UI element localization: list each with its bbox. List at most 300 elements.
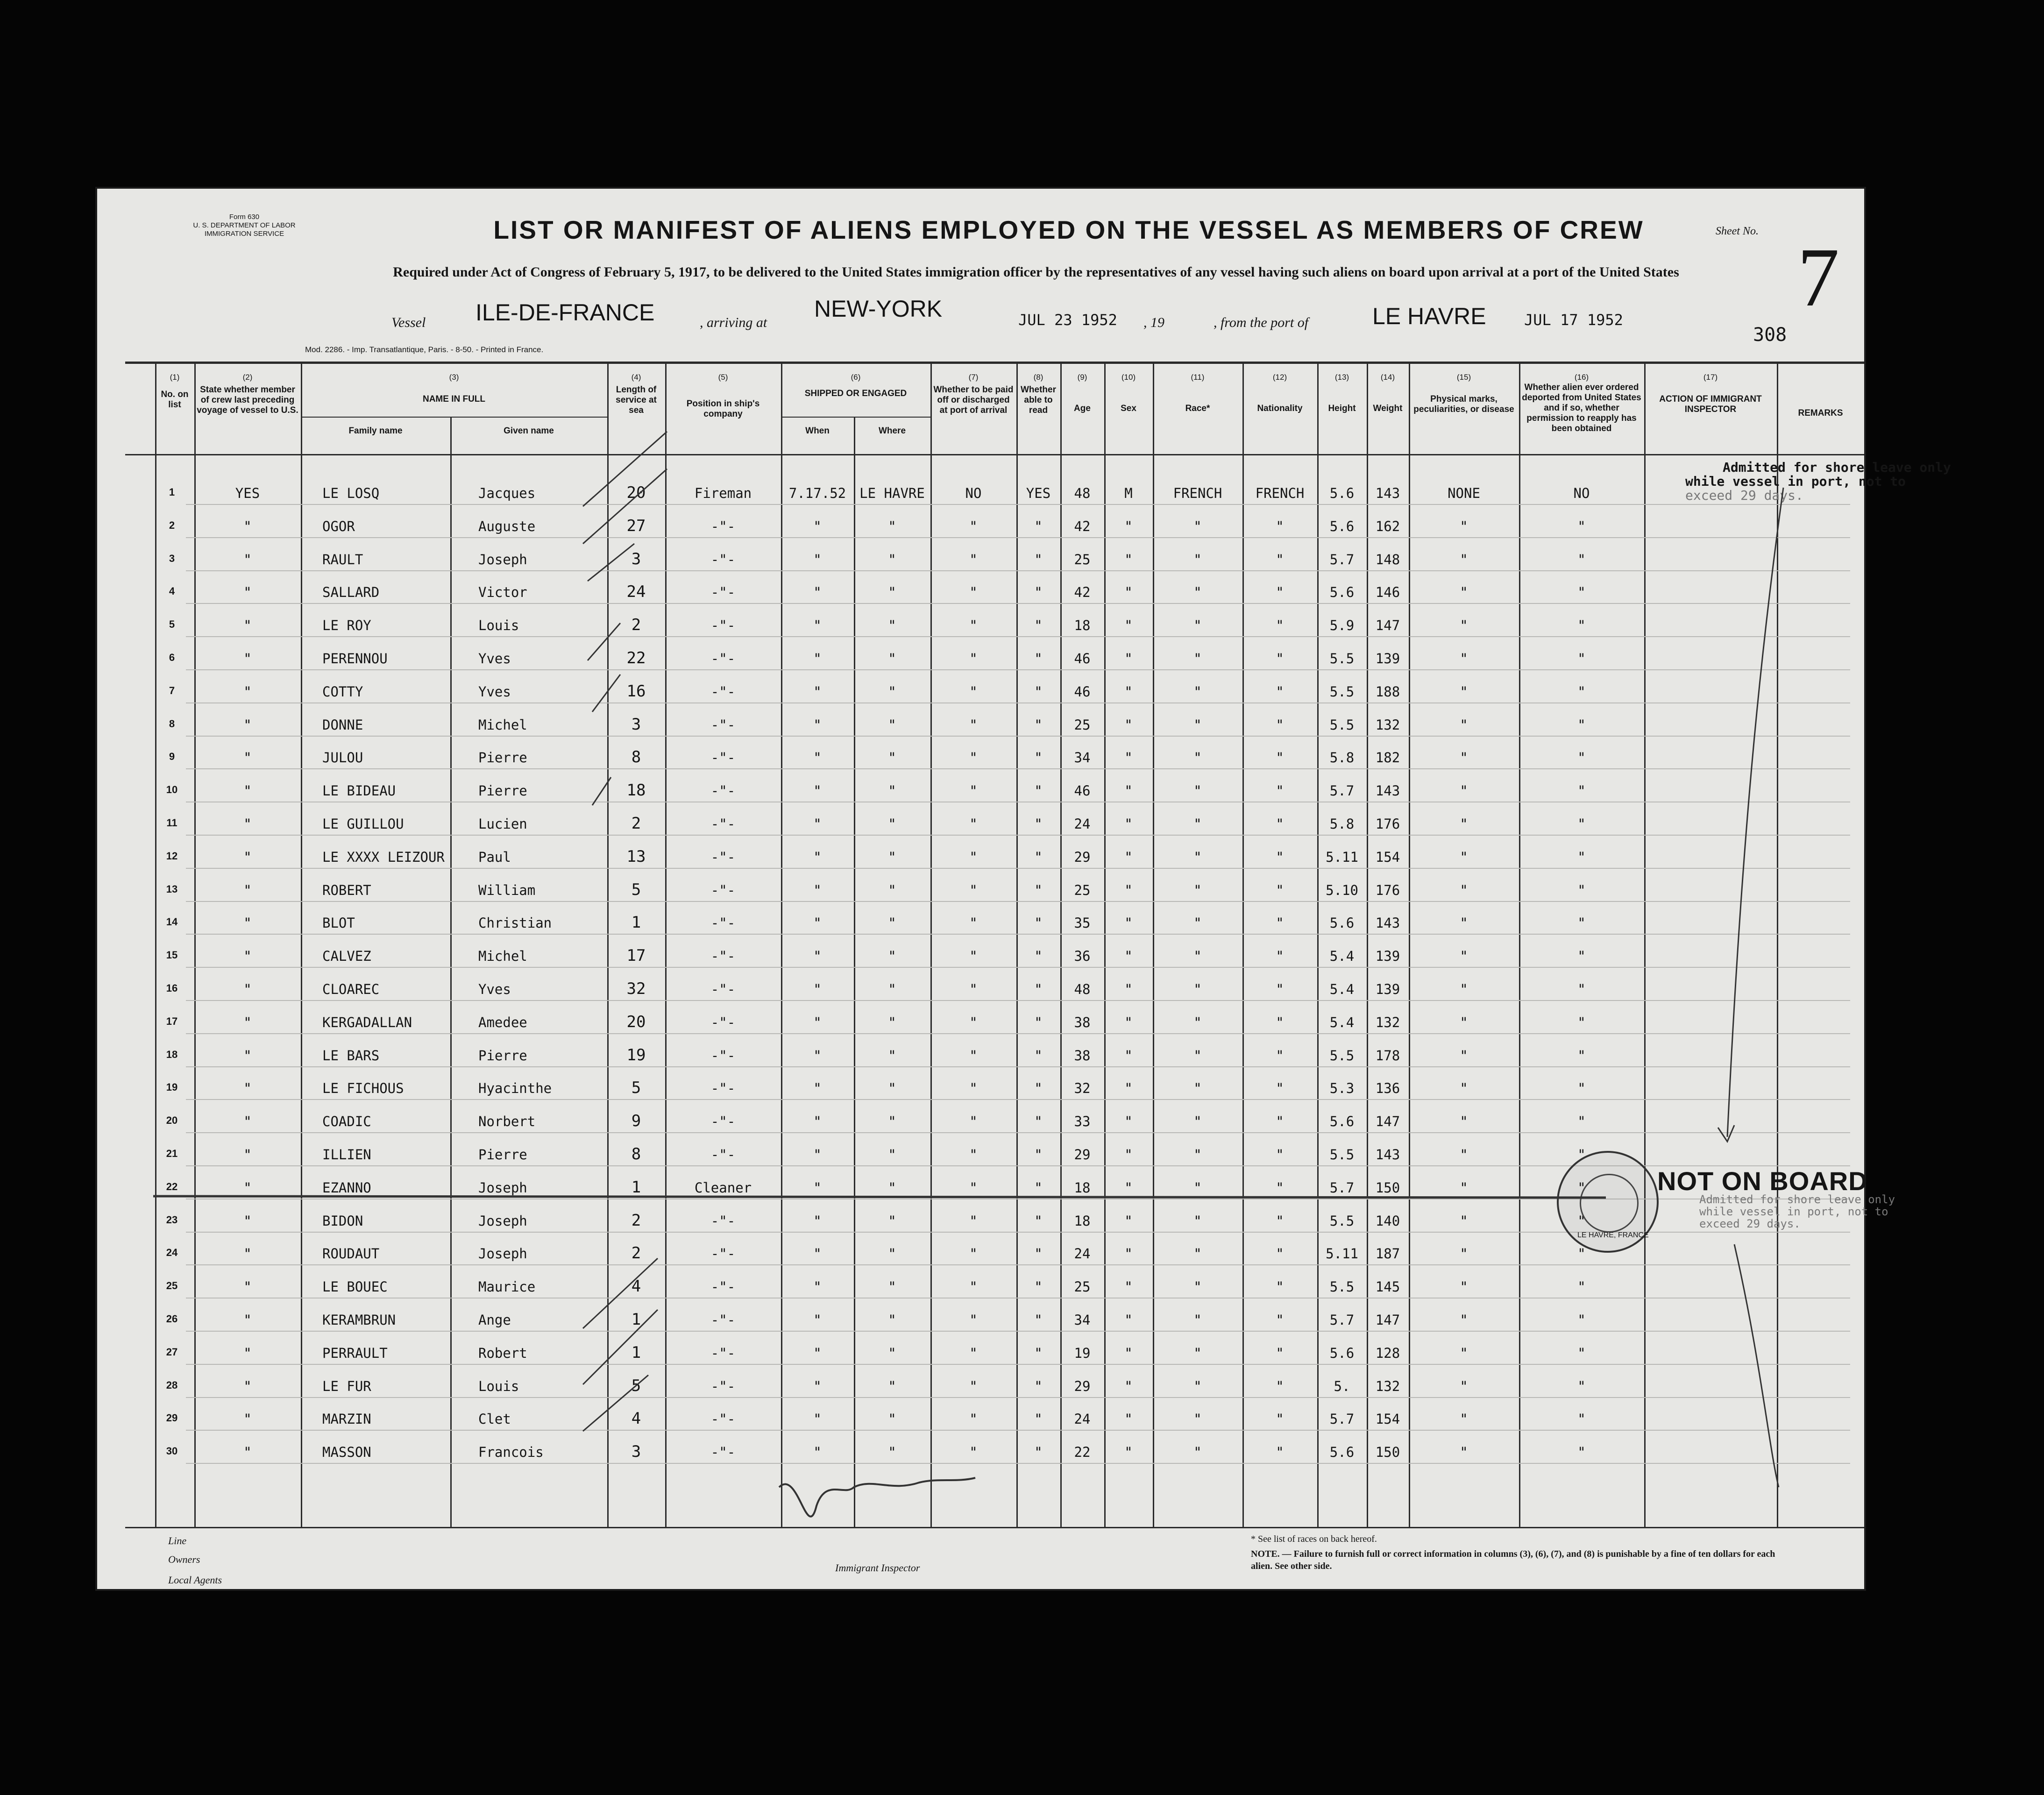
cell-when: " bbox=[813, 1279, 822, 1295]
cell-position: -"- bbox=[710, 915, 736, 931]
cell-marks: " bbox=[1460, 683, 1468, 700]
cell-weight: 176 bbox=[1375, 882, 1400, 898]
cell-marks: " bbox=[1460, 981, 1468, 997]
cell-deported: " bbox=[1577, 948, 1586, 965]
cell-age: 25 bbox=[1074, 717, 1091, 733]
cell-where: " bbox=[888, 584, 896, 601]
row-number: 5 bbox=[169, 618, 175, 631]
cell-read: " bbox=[1034, 1179, 1043, 1196]
cell-deported: " bbox=[1577, 1114, 1586, 1130]
row-number: 29 bbox=[166, 1412, 178, 1424]
cell-weight: 154 bbox=[1375, 1411, 1400, 1427]
cell-read: " bbox=[1034, 518, 1043, 534]
cell-height: 5.7 bbox=[1329, 1179, 1355, 1196]
cell-paid: " bbox=[969, 683, 978, 700]
cell-given: Maurice bbox=[478, 1279, 536, 1295]
row-number: 20 bbox=[166, 1114, 178, 1127]
cell-where: " bbox=[888, 1147, 896, 1163]
cell-given: William bbox=[478, 882, 536, 898]
cell-when: " bbox=[813, 981, 822, 997]
races-note: * See list of races on back hereof. bbox=[1251, 1534, 1377, 1544]
tick-mark bbox=[592, 674, 620, 712]
cell-when: " bbox=[813, 1080, 822, 1097]
cell-paid: " bbox=[969, 617, 978, 634]
cell-deported: NO bbox=[1573, 485, 1590, 501]
remarks-arrow bbox=[1734, 1244, 1779, 1487]
column-header: ACTION OF IMMIGRANT INSPECTOR bbox=[1659, 394, 1762, 414]
cell-race: " bbox=[1193, 584, 1202, 601]
cell-where: " bbox=[888, 683, 896, 700]
cell-weight: 139 bbox=[1375, 651, 1400, 667]
cell-race: " bbox=[1193, 1411, 1202, 1427]
cell-age: 38 bbox=[1074, 1047, 1091, 1064]
cell-read: " bbox=[1034, 651, 1043, 667]
cell-when: " bbox=[813, 1378, 822, 1394]
cell-deported: " bbox=[1577, 1312, 1586, 1328]
cell-paid: " bbox=[969, 1246, 978, 1262]
cell-read: " bbox=[1034, 783, 1043, 799]
cell-paid: " bbox=[969, 915, 978, 931]
cell-sex: " bbox=[1124, 1444, 1133, 1461]
stamp-number: 308 bbox=[1753, 324, 1787, 346]
inspector-signature bbox=[779, 1478, 975, 1517]
cell-position: -"- bbox=[710, 651, 736, 667]
cell-race: FRENCH bbox=[1173, 485, 1222, 501]
cell-prev: " bbox=[243, 1213, 252, 1229]
cell-age: 25 bbox=[1074, 551, 1091, 568]
cell-service: 24 bbox=[626, 582, 646, 602]
cell-read: " bbox=[1034, 1378, 1043, 1394]
row-number: 21 bbox=[166, 1148, 178, 1159]
inspector-label: Immigrant Inspector bbox=[835, 1562, 920, 1574]
row-number: 22 bbox=[166, 1180, 178, 1192]
cell-read: " bbox=[1034, 849, 1043, 865]
cell-sex: " bbox=[1124, 1147, 1133, 1163]
cell-where: " bbox=[888, 1080, 896, 1097]
cell-service: 5 bbox=[631, 1078, 641, 1098]
cell-sex: " bbox=[1124, 981, 1133, 997]
cell-nat: " bbox=[1276, 617, 1284, 634]
cell-age: 34 bbox=[1074, 750, 1091, 766]
cell-position: -"- bbox=[710, 518, 736, 534]
cell-position: -"- bbox=[710, 1014, 736, 1030]
cell-given: Yves bbox=[478, 651, 511, 667]
cell-nat: " bbox=[1276, 750, 1284, 766]
cell-sex: " bbox=[1124, 1080, 1133, 1097]
cell-nat: FRENCH bbox=[1255, 485, 1305, 501]
row-number: 6 bbox=[169, 652, 175, 663]
cell-given: Pierre bbox=[478, 1147, 527, 1163]
cell-given: Louis bbox=[478, 617, 519, 634]
cell-marks: " bbox=[1460, 1213, 1468, 1229]
cell-marks: " bbox=[1460, 651, 1468, 667]
cell-position: -"- bbox=[710, 1279, 736, 1295]
cell-prev: " bbox=[243, 915, 252, 931]
row-number: 27 bbox=[166, 1346, 178, 1358]
cell-given: Michel bbox=[478, 948, 527, 965]
cell-prev: " bbox=[243, 1378, 252, 1394]
cell-sex: " bbox=[1124, 1179, 1133, 1196]
cell-where: " bbox=[888, 1246, 896, 1262]
cell-nat: " bbox=[1276, 651, 1284, 667]
cell-position: -"- bbox=[710, 816, 736, 832]
cell-paid: " bbox=[969, 1213, 978, 1229]
cell-read: " bbox=[1034, 717, 1043, 733]
vessel-label: Vessel bbox=[391, 315, 426, 330]
cell-position: -"- bbox=[710, 1246, 736, 1262]
fine-note: NOTE. — Failure to furnish full or correct information in columns (3), (6), (7), and (8) is punishable by a fine of ten dollars for each alien. See other side. bbox=[1251, 1549, 1775, 1571]
cell-family: JULOU bbox=[322, 750, 363, 766]
cell-family: LE XXXX LEIZOUR bbox=[322, 849, 445, 865]
cell-given: Auguste bbox=[478, 518, 536, 534]
cell-prev: " bbox=[243, 1047, 252, 1064]
cell-service: 32 bbox=[626, 979, 646, 998]
from-label: , from the port of bbox=[1214, 315, 1309, 330]
cell-age: 29 bbox=[1074, 1378, 1091, 1394]
cell-read: " bbox=[1034, 1047, 1043, 1064]
cell-family: OGOR bbox=[322, 518, 355, 534]
arrival-date: JUL 23 1952 bbox=[1018, 311, 1117, 329]
cell-sex: " bbox=[1124, 518, 1133, 534]
cell-position: -"- bbox=[710, 948, 736, 965]
cell-race: " bbox=[1193, 1378, 1202, 1394]
cell-height: 5.5 bbox=[1329, 1147, 1355, 1163]
cell-position: -"- bbox=[710, 882, 736, 898]
column-header: Whether able to read bbox=[1021, 385, 1056, 415]
cell-age: 48 bbox=[1074, 485, 1091, 501]
cell-service: 1 bbox=[631, 1310, 641, 1329]
cell-when: " bbox=[813, 584, 822, 601]
cell-deported: " bbox=[1577, 1147, 1586, 1163]
cell-where: " bbox=[888, 849, 896, 865]
row-number: 17 bbox=[166, 1015, 178, 1027]
cell-service: 8 bbox=[631, 748, 641, 767]
remarks-line-2: while vessel in port, not to bbox=[1685, 474, 1906, 489]
cell-race: " bbox=[1193, 1312, 1202, 1328]
cell-deported: " bbox=[1577, 584, 1586, 601]
cell-where: " bbox=[888, 617, 896, 634]
cell-weight: 143 bbox=[1375, 485, 1400, 501]
cell-read: " bbox=[1034, 750, 1043, 766]
cell-when: " bbox=[813, 1411, 822, 1427]
cell-height: 5.5 bbox=[1329, 717, 1355, 733]
cell-sex: " bbox=[1124, 1213, 1133, 1229]
when-header: When bbox=[805, 426, 830, 436]
cell-marks: " bbox=[1460, 1345, 1468, 1361]
cell-read: " bbox=[1034, 1312, 1043, 1328]
cell-read: " bbox=[1034, 551, 1043, 568]
cell-sex: M bbox=[1124, 485, 1133, 501]
cell-read: " bbox=[1034, 1279, 1043, 1295]
cell-nat: " bbox=[1276, 882, 1284, 898]
cell-where: " bbox=[888, 1114, 896, 1130]
cell-nat: " bbox=[1276, 1246, 1284, 1262]
row-number: 19 bbox=[166, 1081, 178, 1093]
shipped-subheader-rule bbox=[781, 417, 930, 418]
cell-service: 27 bbox=[626, 516, 646, 535]
row-number: 16 bbox=[166, 982, 178, 994]
cell-weight: 188 bbox=[1375, 683, 1400, 700]
cell-height: 5.5 bbox=[1329, 683, 1355, 700]
cell-nat: " bbox=[1276, 981, 1284, 997]
cell-nat: " bbox=[1276, 816, 1284, 832]
cell-marks: NONE bbox=[1448, 485, 1480, 501]
footer-owners-label: Owners bbox=[168, 1554, 200, 1565]
cell-height: 5.3 bbox=[1329, 1080, 1355, 1097]
cell-weight: 132 bbox=[1375, 1014, 1400, 1030]
cell-where: " bbox=[888, 981, 896, 997]
cell-age: 46 bbox=[1074, 651, 1091, 667]
cell-height: 5.5 bbox=[1329, 1279, 1355, 1295]
cell-race: " bbox=[1193, 1147, 1202, 1163]
sheet-number: 7 bbox=[1797, 231, 1839, 324]
cell-position: -"- bbox=[710, 717, 736, 733]
cell-family: DONNE bbox=[322, 717, 363, 733]
cell-prev: " bbox=[243, 1014, 252, 1030]
cell-when: " bbox=[813, 717, 822, 733]
cell-prev: " bbox=[243, 1246, 252, 1262]
cell-weight: 146 bbox=[1375, 584, 1400, 601]
cell-sex: " bbox=[1124, 717, 1133, 733]
cell-marks: " bbox=[1460, 750, 1468, 766]
from-port: LE HAVRE bbox=[1372, 303, 1486, 329]
cell-paid: " bbox=[969, 1147, 978, 1163]
cell-when: " bbox=[813, 1246, 822, 1262]
cell-when: " bbox=[813, 1444, 822, 1461]
cell-marks: " bbox=[1460, 1312, 1468, 1328]
row-number: 7 bbox=[169, 684, 175, 696]
column-header: Position in ship's company bbox=[686, 399, 760, 419]
not-on-board-stamp: NOT ON BOARD bbox=[1657, 1166, 1868, 1196]
column-number: (1) bbox=[170, 373, 180, 382]
cell-sex: " bbox=[1124, 948, 1133, 965]
cell-sex: " bbox=[1124, 1246, 1133, 1262]
cell-where: LE HAVRE bbox=[859, 485, 925, 501]
cell-prev: " bbox=[243, 1444, 252, 1461]
footer-agents-label: Local Agents bbox=[168, 1574, 222, 1586]
cell-nat: " bbox=[1276, 1444, 1284, 1461]
cell-sex: " bbox=[1124, 683, 1133, 700]
column-header: Age bbox=[1074, 404, 1091, 413]
cell-sex: " bbox=[1124, 750, 1133, 766]
cell-prev: " bbox=[243, 1411, 252, 1427]
remarks-row22-line-1: Admitted for shore leave only bbox=[1699, 1193, 1895, 1206]
row-number: 12 bbox=[166, 850, 178, 862]
cell-race: " bbox=[1193, 915, 1202, 931]
row-number: 14 bbox=[166, 916, 178, 928]
column-number: (4) bbox=[631, 373, 641, 382]
remarks-arrow bbox=[1718, 488, 1783, 1142]
column-number: (15) bbox=[1456, 373, 1471, 382]
cell-paid: " bbox=[969, 1411, 978, 1427]
cell-weight: 176 bbox=[1375, 816, 1400, 832]
cell-where: " bbox=[888, 717, 896, 733]
cell-given: Robert bbox=[478, 1345, 527, 1361]
cell-nat: " bbox=[1276, 1345, 1284, 1361]
cell-weight: 132 bbox=[1375, 1378, 1400, 1394]
cell-height: 5.7 bbox=[1329, 551, 1355, 568]
column-header: Sex bbox=[1121, 404, 1136, 413]
print-line: Mod. 2286. - Imp. Transatlantique, Paris. - 8-50. - Printed in France. bbox=[305, 345, 544, 354]
cell-deported: " bbox=[1577, 1080, 1586, 1097]
cell-paid: " bbox=[969, 783, 978, 799]
tick-mark bbox=[583, 1375, 648, 1431]
cell-deported: " bbox=[1577, 1047, 1586, 1064]
cell-weight: 162 bbox=[1375, 518, 1400, 534]
cell-given: Hyacinthe bbox=[478, 1080, 552, 1097]
cell-paid: " bbox=[969, 1444, 978, 1461]
cell-age: 18 bbox=[1074, 1179, 1091, 1196]
cell-where: " bbox=[888, 1312, 896, 1328]
cell-race: " bbox=[1193, 849, 1202, 865]
cell-given: Joseph bbox=[478, 1246, 527, 1262]
column-header: Physical marks, peculiarities, or disease bbox=[1413, 394, 1514, 414]
cell-where: " bbox=[888, 518, 896, 534]
cell-prev: " bbox=[243, 518, 252, 534]
row-number: 2 bbox=[169, 519, 175, 531]
cell-given: Victor bbox=[478, 584, 527, 601]
cell-weight: 136 bbox=[1375, 1080, 1400, 1097]
name-subheader-rule bbox=[301, 417, 607, 418]
cell-weight: 139 bbox=[1375, 948, 1400, 965]
cell-weight: 132 bbox=[1375, 717, 1400, 733]
cell-position: -"- bbox=[710, 783, 736, 799]
cell-deported: " bbox=[1577, 981, 1586, 997]
cell-nat: " bbox=[1276, 1014, 1284, 1030]
cell-family: LE BIDEAU bbox=[322, 783, 396, 799]
cell-when: " bbox=[813, 1312, 822, 1328]
row-number: 11 bbox=[166, 817, 177, 829]
cell-prev: YES bbox=[235, 485, 260, 501]
cell-nat: " bbox=[1276, 849, 1284, 865]
cell-when: " bbox=[813, 882, 822, 898]
remarks-row22-line-3: exceed 29 days. bbox=[1699, 1217, 1801, 1230]
cell-read: " bbox=[1034, 948, 1043, 965]
cell-age: 18 bbox=[1074, 617, 1091, 634]
cell-age: 24 bbox=[1074, 1411, 1091, 1427]
cell-age: 48 bbox=[1074, 981, 1091, 997]
cell-race: " bbox=[1193, 816, 1202, 832]
cell-marks: " bbox=[1460, 584, 1468, 601]
cell-service: 5 bbox=[631, 1376, 641, 1395]
column-number: (11) bbox=[1191, 373, 1205, 382]
cell-family: LE BOUEC bbox=[322, 1279, 388, 1295]
cell-family: LE LOSQ bbox=[322, 485, 380, 501]
cell-position: -"- bbox=[710, 1312, 736, 1328]
cell-marks: " bbox=[1460, 518, 1468, 534]
cell-deported: " bbox=[1577, 551, 1586, 568]
row-number: 3 bbox=[169, 552, 175, 564]
cell-race: " bbox=[1193, 1014, 1202, 1030]
cell-sex: " bbox=[1124, 584, 1133, 601]
vessel-name: ILE-DE-FRANCE bbox=[476, 299, 655, 326]
cell-nat: " bbox=[1276, 518, 1284, 534]
cell-sex: " bbox=[1124, 551, 1133, 568]
cell-age: 42 bbox=[1074, 518, 1091, 534]
cell-race: " bbox=[1193, 1114, 1202, 1130]
cell-marks: " bbox=[1460, 1147, 1468, 1163]
cell-position: -"- bbox=[710, 1444, 736, 1461]
cell-service: 3 bbox=[631, 1442, 641, 1462]
cell-age: 32 bbox=[1074, 1080, 1091, 1097]
cell-age: 46 bbox=[1074, 783, 1091, 799]
cell-family: ILLIEN bbox=[322, 1147, 371, 1163]
cell-height: 5.5 bbox=[1329, 1213, 1355, 1229]
cell-age: 46 bbox=[1074, 683, 1091, 700]
cell-race: " bbox=[1193, 882, 1202, 898]
sheet-label: Sheet No. bbox=[1716, 225, 1759, 237]
column-header: Race* bbox=[1185, 404, 1210, 413]
cell-deported: " bbox=[1577, 1246, 1586, 1262]
cell-height: 5.4 bbox=[1329, 1014, 1355, 1030]
cell-race: " bbox=[1193, 750, 1202, 766]
cell-prev: " bbox=[243, 783, 252, 799]
cell-family: CLOAREC bbox=[322, 981, 380, 997]
cell-height: 5.8 bbox=[1329, 750, 1355, 766]
cell-prev: " bbox=[243, 981, 252, 997]
cell-prev: " bbox=[243, 617, 252, 634]
cell-prev: " bbox=[243, 1345, 252, 1361]
cell-nat: " bbox=[1276, 1213, 1284, 1229]
cell-paid: " bbox=[969, 750, 978, 766]
cell-prev: " bbox=[243, 584, 252, 601]
manifest-sheet bbox=[97, 189, 1951, 1589]
remarks-row22-line-2: while vessel in port, not to bbox=[1699, 1205, 1888, 1218]
cell-height: 5.6 bbox=[1329, 915, 1355, 931]
cell-nat: " bbox=[1276, 1411, 1284, 1427]
cell-read: " bbox=[1034, 1147, 1043, 1163]
cell-read: " bbox=[1034, 683, 1043, 700]
row-number: 9 bbox=[169, 751, 175, 763]
cell-family: PERRAULT bbox=[322, 1345, 388, 1361]
cell-family: COADIC bbox=[322, 1114, 371, 1130]
cell-where: " bbox=[888, 1179, 896, 1196]
cell-nat: " bbox=[1276, 1047, 1284, 1064]
cell-paid: " bbox=[969, 1378, 978, 1394]
column-number: (8) bbox=[1033, 373, 1043, 382]
cell-where: " bbox=[888, 1444, 896, 1461]
column-header: REMARKS bbox=[1798, 408, 1843, 418]
cell-read: " bbox=[1034, 882, 1043, 898]
cell-given: Joseph bbox=[478, 1179, 527, 1196]
cell-when: " bbox=[813, 1213, 822, 1229]
tick-marks bbox=[97, 189, 1864, 1589]
cell-age: 34 bbox=[1074, 1312, 1091, 1328]
cell-when: " bbox=[813, 816, 822, 832]
cell-height: 5.5 bbox=[1329, 651, 1355, 667]
cell-when: " bbox=[813, 1014, 822, 1030]
cell-deported: " bbox=[1577, 1345, 1586, 1361]
cell-where: " bbox=[888, 1279, 896, 1295]
cell-sex: " bbox=[1124, 617, 1133, 634]
cell-age: 24 bbox=[1074, 816, 1091, 832]
cell-service: 1 bbox=[631, 1178, 641, 1197]
cell-when: " bbox=[813, 683, 822, 700]
cell-paid: " bbox=[969, 1114, 978, 1130]
cell-given: Joseph bbox=[478, 1213, 527, 1229]
cell-family: BIDON bbox=[322, 1213, 363, 1229]
row-number: 4 bbox=[169, 585, 175, 597]
cell-nat: " bbox=[1276, 1179, 1284, 1196]
cell-nat: " bbox=[1276, 1312, 1284, 1328]
cell-position: -"- bbox=[710, 551, 736, 568]
cell-service: 2 bbox=[631, 1211, 641, 1230]
cell-paid: " bbox=[969, 551, 978, 568]
cell-family: PERENNOU bbox=[322, 651, 388, 667]
service-label: IMMIGRATION SERVICE bbox=[204, 230, 284, 238]
cell-service: 3 bbox=[631, 549, 641, 568]
cell-height: 5.8 bbox=[1329, 816, 1355, 832]
